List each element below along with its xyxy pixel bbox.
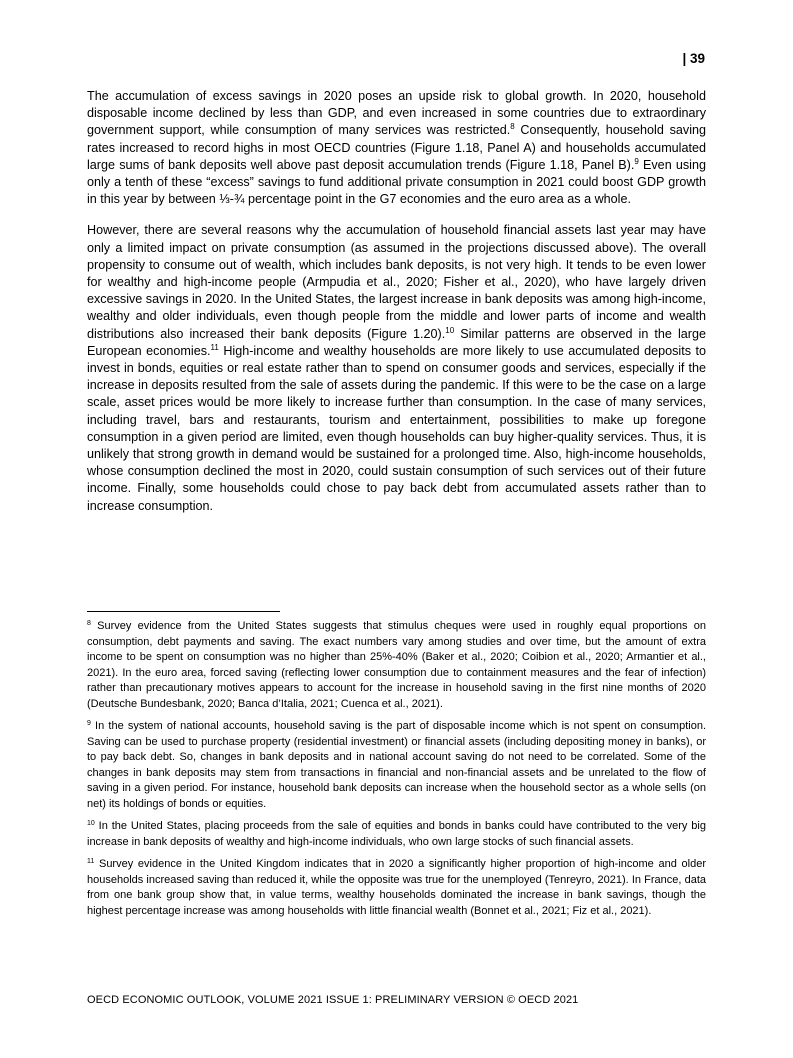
footnote-text: Survey evidence from the United States suggests that stimulus cheques were used in roughly equal proportions on consumption, debt payments and saving. The exact numbers vary among studies and over time, but the amount of extra income to be spent on consumption was no higher than 25%-40% (Baker et al., 2020; Coibion et al., 2020; Armantier et al., 2021). In the euro area, forced saving (reflecting lower consumption due to containment measures and the fear of infection) rather than precautionary motives appears to account for the increase in household saving in the first nine months of 2020 (Deutsche Bundesbank, 2020; Banca d’Italia, 2021; Cuenca et al., 2021). [87, 620, 706, 710]
paragraph-text: The accumulation of excess savings in 2020 poses an upside risk to global growth. In 2020, household disposable income declined by less than GDP, and even increased in some countries due to extraordinary government support, while consumption of many services was restricted. [87, 89, 706, 138]
paragraph-text: High-income and wealthy households are more likely to use accumulated deposits to invest in bonds, equities or real estate rather than to spend on consumer goods and services, especially if the increase in deposits resulted from the sale of assets during the pandemic. If this were to be the case on a large scale, asset prices would be more likely to increase further than consumption. In the case of many services, including travel, bars and restaurants, tourism and entertainment, possibilities to make up foregone consumption in a given period are limited, even though households can buy higher-quality services. Thus, it is unlikely that strong growth in demand would be sustained for a prolonged time. Also, high-income households, whose consumption declined the most in 2020, could sustain consumption of such services out of their future income. Finally, some households could chose to pay back debt from accumulated assets rather than to increase consumption. [87, 343, 706, 513]
footnote-divider [87, 611, 280, 612]
footnote-number: 10 [87, 820, 95, 827]
footnotes-section [87, 619, 706, 926]
page-footer: OECD ECONOMIC OUTLOOK, VOLUME 2021 ISSUE 1: PRELIMINARY VERSION © OECD 2021 [87, 994, 579, 1006]
paragraph-text: Similar patterns are observed in the large European economies. [87, 326, 706, 358]
footnote-reference[interactable]: 9 [634, 156, 639, 166]
footnote-number: 8 [87, 620, 91, 627]
paragraph [87, 88, 706, 208]
footnote [87, 719, 706, 812]
paragraph-text: Consequently, household saving rates increased to record highs in most OECD countries (Figure 1.18, Panel A) and households accumulated large sums of bank deposits well above past deposit accumulation trends (Figure 1.18, Panel B). [87, 123, 706, 172]
footnote-number: 9 [87, 720, 91, 727]
footnote-reference[interactable]: 11 [210, 342, 219, 352]
footnote [87, 619, 706, 712]
main-body-text [87, 88, 706, 529]
page-number: | 39 [682, 51, 705, 66]
footnote-reference[interactable]: 10 [445, 325, 455, 335]
paragraph [87, 222, 706, 514]
paragraph-text: Even using only a tenth of these “excess” savings to fund additional private consumption in 2021 could boost GDP growth in this year by between ⅓-¾ percentage point in the G7 economies and the euro area as a whole. [87, 157, 706, 207]
footnote [87, 819, 706, 850]
footnote-text: In the United States, placing proceeds from the sale of equities and bonds in banks could have contributed to the very big increase in bank deposits of wealthy and high-income individuals, who own large stocks of such financial assets. [87, 820, 706, 848]
footnote-reference[interactable]: 8 [510, 122, 515, 132]
footnote-number: 11 [87, 858, 95, 865]
paragraph-text: However, there are several reasons why the accumulation of household financial assets last year may have only a limited impact on private consumption (as assumed in the projections discussed above). The overall propensity to consume out of wealth, which includes bank deposits, is not very high. It tends to be even lower for wealthy and high-income people (Armpudia et al., 2020; Fisher et al., 2020), who have largely driven excessive savings in 2020. In the United States, the largest increase in bank deposits was among high-income, wealthy and older individuals, even though people from the middle and lower parts of income and wealth distributions also increased their bank deposits (Figure 1.20). [87, 223, 706, 341]
footnote-text: Survey evidence in the United Kingdom indicates that in 2020 a significantly higher proportion of high-income and older households increased saving than reduced it, while the opposite was true for the unemployed (Tenreyro, 2021). In France, data from one bank group show that, in value terms, wealthy households dominated the increase in bank savings, though the highest percentage increase was among households with little financial wealth (Bonnet et al., 2021; Fiz et al., 2021). [87, 858, 706, 917]
footnote [87, 857, 706, 919]
footnote-text: In the system of national accounts, household saving is the part of disposable income which is not spent on consumption. Saving can be used to purchase property (residential investment) or financial assets (including depositing money in banks), or to pay back debt. So, changes in bank deposits and in national account saving do not need to be correlated. Some of the changes in bank deposits may stem from transactions in financial and non-financial assets and be unrelated to the flow of saving in a given period. For instance, household bank deposits can increase when the household sector as a whole sells (on net) its holdings of bonds or equities. [87, 720, 706, 810]
